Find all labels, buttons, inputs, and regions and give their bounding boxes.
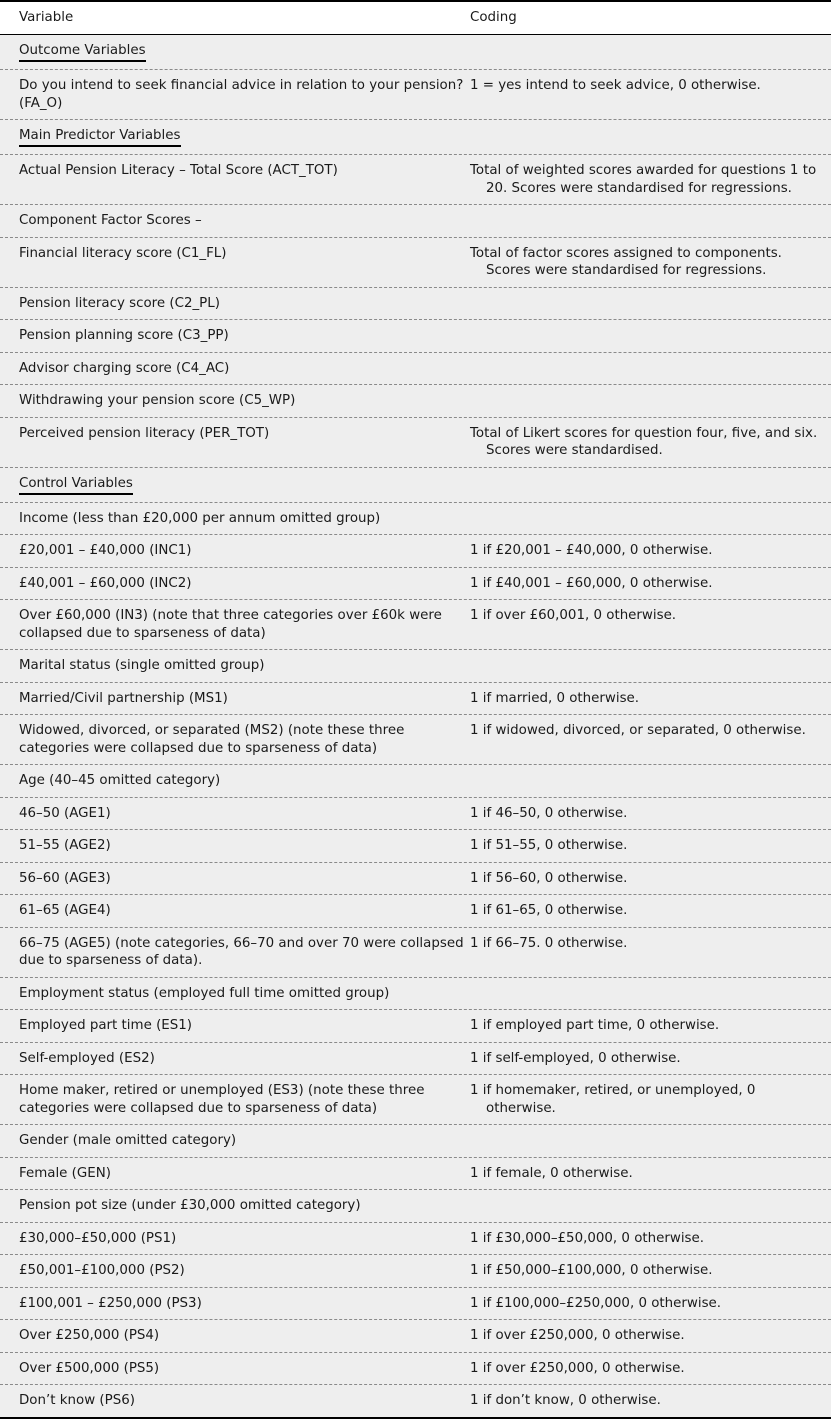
coding-cell	[470, 468, 831, 502]
table-row	[0, 928, 831, 978]
table-header	[0, 2, 831, 35]
table-row	[0, 1353, 831, 1386]
coding-cell	[470, 385, 831, 417]
coding-cell	[470, 765, 831, 797]
coding-cell: 1 if 66–75. 0 otherwise.	[470, 935, 628, 951]
table-row	[0, 1190, 831, 1223]
section-cell	[0, 35, 470, 69]
table-row	[0, 1385, 831, 1417]
variable-cell: Actual Pension Literacy – Total Score (ACT_TOT)	[19, 163, 338, 178]
table-row	[0, 568, 831, 601]
table-row	[0, 238, 831, 288]
coding-cell	[470, 288, 831, 320]
coding-cell: 1 if 51–55, 0 otherwise.	[470, 838, 628, 853]
table-row	[0, 418, 831, 468]
table-row	[0, 535, 831, 568]
coding-cell: 1 if don’t know, 0 otherwise.	[470, 1393, 661, 1408]
variable-cell: Income (less than £20,000 per annum omitted group)	[19, 510, 381, 526]
table-row	[0, 863, 831, 896]
coding-cell: 1 if 61–65, 0 otherwise.	[470, 903, 628, 918]
variable-cell: Age (40–45 omitted category)	[19, 773, 221, 788]
table-row	[0, 1320, 831, 1353]
coding-cell: 1 if 46–50, 0 otherwise.	[470, 805, 628, 821]
variable-cell: Pension planning score (C3_PP)	[19, 328, 229, 343]
variable-cell: Pension pot size (under £30,000 omitted category)	[19, 1198, 361, 1213]
section-heading: Control Variables	[19, 476, 133, 495]
table-row	[0, 353, 831, 386]
variable-cell: 51–55 (AGE2)	[19, 838, 111, 853]
variable-cell: Self-employed (ES2)	[19, 1050, 155, 1066]
table-row	[0, 155, 831, 205]
section-row	[0, 120, 831, 155]
section-heading: Outcome Variables	[19, 43, 146, 62]
variable-cell: Component Factor Scores –	[19, 213, 202, 228]
variable-cell: Widowed, divorced, or separated (MS2) (note these three categories were collapsed due to sparseness of data)	[19, 723, 405, 756]
variable-cell: Financial literacy score (C1_FL)	[19, 245, 227, 261]
section-row	[0, 468, 831, 503]
variable-cell: Over £60,000 (IN3) (note that three categories over £60k were collapsed due to sparseness of data)	[19, 608, 442, 641]
table-row	[0, 895, 831, 928]
coding-cell: 1 if self-employed, 0 otherwise.	[470, 1050, 681, 1066]
coding-cell	[470, 120, 831, 154]
variable-cell: Over £500,000 (PS5)	[19, 1360, 160, 1376]
table-row	[0, 715, 831, 765]
table-row	[0, 288, 831, 321]
coding-cell: 1 if £50,000–£100,000, 0 otherwise.	[470, 1263, 713, 1278]
table-row	[0, 1043, 831, 1076]
table-row	[0, 70, 831, 120]
table-row	[0, 1255, 831, 1288]
section-row	[0, 35, 831, 70]
coding-cell: 1 if married, 0 otherwise.	[470, 690, 640, 706]
coding-cell	[470, 1190, 831, 1222]
variable-cell: Don’t know (PS6)	[19, 1393, 135, 1408]
variable-cell: Employed part time (ES1)	[19, 1018, 192, 1033]
coding-cell	[470, 205, 831, 237]
variable-cell: 46–50 (AGE1)	[19, 805, 111, 821]
coding-cell: 1 if over £250,000, 0 otherwise.	[470, 1360, 685, 1376]
coding-cell: 1 if £40,001 – £60,000, 0 otherwise.	[470, 575, 713, 591]
coding-cell: 1 if widowed, divorced, or separated, 0 otherwise.	[470, 723, 806, 738]
variable-cell: Marital status (single omitted group)	[19, 658, 265, 673]
variable-cell: Married/Civil partnership (MS1)	[19, 690, 228, 706]
variable-cell: Do you intend to seek financial advice in relation to your pension? (FA_O)	[19, 78, 464, 111]
coding-cell	[470, 353, 831, 385]
table-row	[0, 650, 831, 683]
coding-cell: 1 = yes intend to seek advice, 0 otherwise.	[470, 78, 761, 93]
table-row	[0, 1075, 831, 1125]
variable-cell: 56–60 (AGE3)	[19, 870, 111, 886]
variable-cell: Pension literacy score (C2_PL)	[19, 295, 220, 311]
coding-cell: Total of Likert scores for question four, five, and six. Scores were standardised.	[470, 425, 818, 458]
table-body	[0, 35, 831, 1417]
table-row	[0, 1223, 831, 1256]
coding-cell: 1 if £100,000–£250,000, 0 otherwise.	[470, 1295, 722, 1311]
section-heading: Main Predictor Variables	[19, 128, 181, 147]
variable-cell: 61–65 (AGE4)	[19, 903, 111, 918]
table-row	[0, 1010, 831, 1043]
coding-cell: 1 if employed part time, 0 otherwise.	[470, 1018, 720, 1033]
table-row	[0, 798, 831, 831]
coding-cell: 1 if 56–60, 0 otherwise.	[470, 870, 628, 886]
variable-cell: Withdrawing your pension score (C5_WP)	[19, 393, 296, 408]
table-row	[0, 765, 831, 798]
variable-cell: £20,001 – £40,000 (INC1)	[19, 543, 192, 558]
coding-cell	[470, 503, 831, 535]
variable-cell: £40,001 – £60,000 (INC2)	[19, 575, 192, 591]
variable-cell: Gender (male omitted category)	[19, 1133, 237, 1148]
table-row	[0, 978, 831, 1011]
coding-cell: 1 if homemaker, retired, or unemployed, 0 otherwise.	[470, 1083, 756, 1116]
coding-cell	[470, 1125, 831, 1157]
header-variable: Variable	[19, 10, 74, 25]
coding-cell: 1 if £30,000–£50,000, 0 otherwise.	[470, 1230, 705, 1246]
table-row	[0, 205, 831, 238]
variable-cell: £100,001 – £250,000 (PS3)	[19, 1295, 202, 1311]
table-row	[0, 1125, 831, 1158]
variable-cell: £30,000–£50,000 (PS1)	[19, 1230, 177, 1246]
table-row	[0, 600, 831, 650]
variable-cell: £50,001–£100,000 (PS2)	[19, 1263, 185, 1278]
table-row	[0, 1288, 831, 1321]
variable-cell: Female (GEN)	[19, 1165, 111, 1181]
table-row	[0, 320, 831, 353]
header-coding: Coding	[470, 10, 517, 25]
section-cell	[0, 468, 470, 502]
variable-cell: Employment status (employed full time omitted group)	[19, 985, 390, 1001]
coding-cell: 1 if over £250,000, 0 otherwise.	[470, 1328, 685, 1343]
table-row	[0, 385, 831, 418]
coding-cell	[470, 320, 831, 352]
coding-cell: 1 if £20,001 – £40,000, 0 otherwise.	[470, 543, 713, 558]
coding-cell: Total of factor scores assigned to components. Scores were standardised for regressions.	[470, 245, 782, 278]
variable-cell: Advisor charging score (C4_AC)	[19, 360, 230, 376]
variable-cell: Over £250,000 (PS4)	[19, 1328, 160, 1343]
table-row	[0, 830, 831, 863]
variable-cell: Perceived pension literacy (PER_TOT)	[19, 425, 270, 441]
coding-cell: 1 if over £60,001, 0 otherwise.	[470, 608, 677, 623]
variable-cell: Home maker, retired or unemployed (ES3) (note these three categories were collapsed due to sparseness of data)	[19, 1083, 425, 1116]
table-row	[0, 503, 831, 536]
table-row	[0, 683, 831, 716]
coding-cell	[470, 35, 831, 69]
table-row	[0, 1158, 831, 1191]
variable-cell: 66–75 (AGE5) (note categories, 66–70 and over 70 were collapsed due to sparseness of data).	[19, 935, 464, 968]
section-cell	[0, 120, 470, 154]
coding-cell: 1 if female, 0 otherwise.	[470, 1165, 633, 1181]
coding-cell: Total of weighted scores awarded for questions 1 to 20. Scores were standardised for regressions.	[470, 163, 817, 196]
coding-cell	[470, 978, 831, 1010]
coding-cell	[470, 650, 831, 682]
